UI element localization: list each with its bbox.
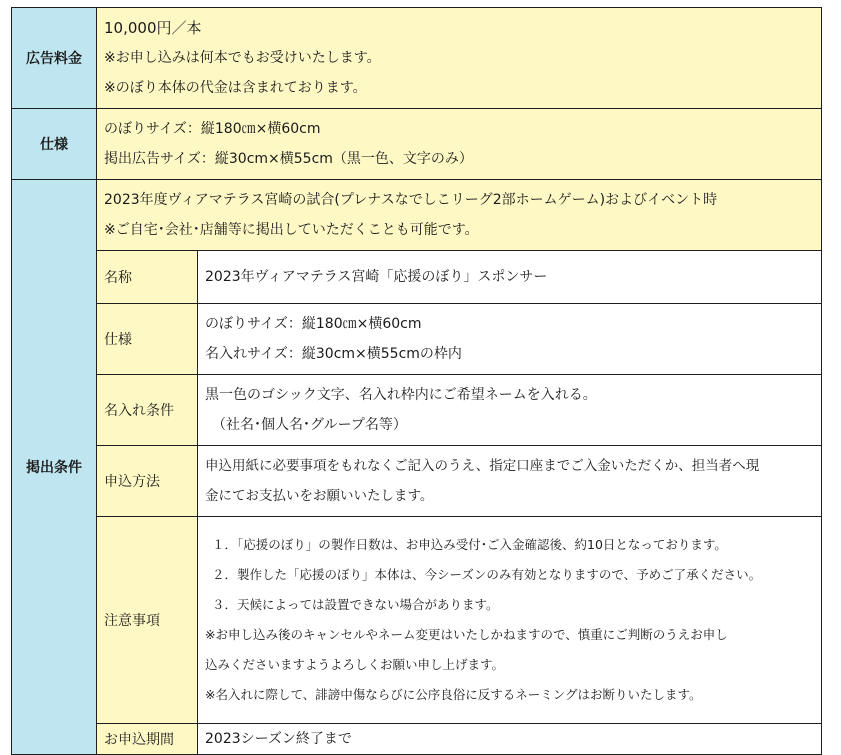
condition-spec-label: 仕様	[97, 304, 198, 375]
condition-name-value	[198, 251, 822, 304]
sponsor-info-table	[11, 7, 822, 755]
spec-line: のぼりサイズ：縦180㎝×横60cm	[104, 121, 321, 137]
condition-notes-row	[12, 517, 822, 724]
condition-notes-line: ２．製作した「応援のぼり」本体は、今シーズンのみ有効となりますので、予めご了承ください。	[212, 567, 762, 582]
condition-spec-line: 名入れサイズ：縦30cm×横55cmの枠内	[205, 346, 462, 362]
conditions-intro-row	[12, 180, 822, 251]
condition-name-line: 2023年ヴィアマテラス宮崎「応援のぼり」スポンサー	[205, 269, 548, 285]
condition-apply-value	[198, 446, 822, 517]
spec-row	[12, 109, 822, 180]
condition-naming-line: 黒一色のゴシック文字、名入れ枠内にご希望ネームを入れる。	[205, 387, 597, 403]
condition-apply-line: 金にてお支払いをお願いいたします。	[205, 488, 434, 504]
condition-name-row	[12, 251, 822, 304]
conditions-intro-line: 2023年度ヴィアマテラス宮崎の試合(プレナスなでしこリーグ2部ホームゲーム)およびイベント時	[104, 192, 718, 208]
condition-apply-line: 申込用紙に必要事項をもれなくご記入のうえ、指定口座までご入金いただくか、担当者へ現	[205, 458, 760, 474]
spec-header: 仕様	[12, 109, 97, 180]
conditions-intro	[97, 180, 822, 251]
condition-period-line: 2023シーズン終了まで	[205, 731, 352, 747]
conditions-header: 掲出条件	[12, 180, 97, 755]
spec-line: 掲出広告サイズ：縦30cm×横55cm（黒一色、文字のみ）	[104, 151, 473, 167]
condition-notes-label: 注意事項	[97, 517, 198, 724]
fee-row	[12, 8, 822, 109]
condition-name-label: 名称	[97, 251, 198, 304]
fee-header: 広告料金	[12, 8, 97, 109]
condition-period-row	[12, 724, 822, 755]
fee-line: 10,000円／本	[104, 19, 202, 37]
condition-notes-line: ※名入れに際して、誹謗中傷ならびに公序良俗に反するネーミングはお断りいたします。	[205, 687, 702, 702]
condition-notes-line: 込みくださいますようよろしくお願い申し上げます。	[205, 657, 505, 672]
condition-notes-line: １．「応援のぼり」の製作日数は、お申込み受付･ご入金確認後、約10日となっております。	[212, 537, 727, 552]
condition-spec-value	[198, 304, 822, 375]
condition-apply-row	[12, 446, 822, 517]
fee-line: ※のぼり本体の代金は含まれております。	[104, 80, 367, 96]
condition-naming-value	[198, 375, 822, 446]
condition-naming-row	[12, 375, 822, 446]
condition-naming-line: （社名･個人名･グループ名等）	[212, 417, 407, 433]
condition-notes-value	[198, 517, 822, 724]
fee-content	[97, 8, 822, 109]
condition-naming-label: 名入れ条件	[97, 375, 198, 446]
condition-period-value	[198, 724, 822, 755]
condition-period-label: お申込期間	[97, 724, 198, 755]
condition-notes-line: ※お申し込み後のキャンセルやネーム変更はいたしかねますので、慎重にご判断のうえお申し	[205, 627, 728, 642]
condition-spec-line: のぼりサイズ：縦180㎝×横60cm	[205, 316, 422, 332]
fee-line: ※お申し込みは何本でもお受けいたします。	[104, 50, 381, 66]
spec-content	[97, 109, 822, 180]
condition-spec-row	[12, 304, 822, 375]
condition-notes-line: ３．天候によっては設置できない場合があります。	[212, 597, 499, 612]
conditions-intro-line: ※ご自宅･会社･店舗等に掲出していただくことも可能です。	[104, 222, 479, 238]
condition-apply-label: 申込方法	[97, 446, 198, 517]
